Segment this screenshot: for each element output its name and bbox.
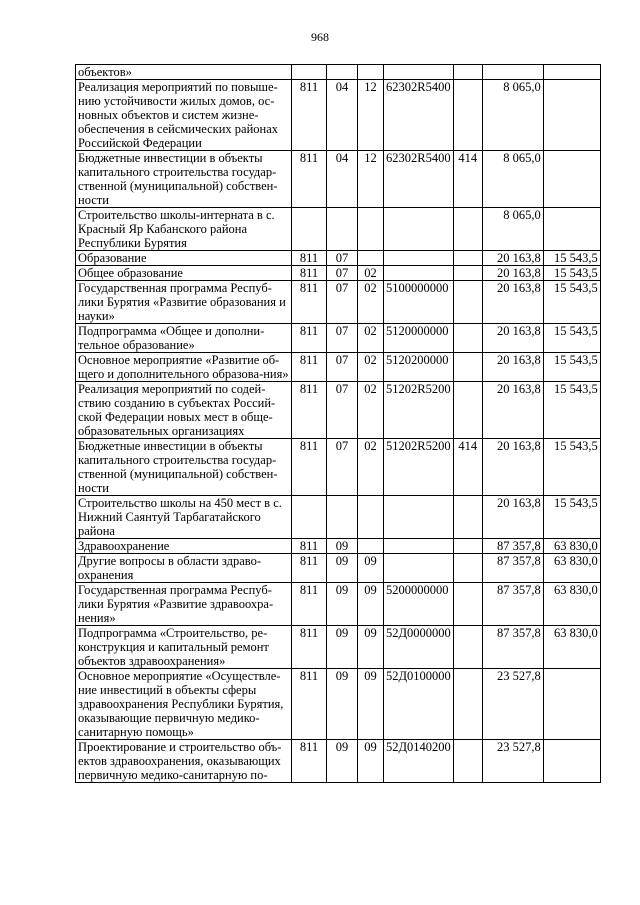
table-row [76, 626, 601, 669]
table-row [76, 740, 601, 783]
row-name-cell: Основное мероприятие «Осуществле-ние инвестиций в объекты сферы здравоохранения Республики Бурятия, оказывающие первичную медико-санитарную помощь» [76, 669, 292, 740]
amount-year1-cell: 20 163,8 [482, 439, 543, 496]
amount-year1-cell: 20 163,8 [482, 496, 543, 539]
subsection-code-cell [358, 496, 384, 539]
expense-type-cell [453, 65, 482, 80]
subsection-code-cell: 09 [358, 583, 384, 626]
row-name-cell: Подпрограмма «Общее и дополни-тельное образование» [76, 324, 292, 353]
table-row [76, 353, 601, 382]
table-row [76, 539, 601, 554]
amount-year2-cell: 15 543,5 [543, 439, 600, 496]
section-code-cell: 09 [327, 539, 358, 554]
amount-year1-cell: 20 163,8 [482, 251, 543, 266]
target-article-cell [384, 208, 454, 251]
amount-year1-cell: 20 163,8 [482, 281, 543, 324]
amount-year1-cell: 87 357,8 [482, 539, 543, 554]
section-code-cell [327, 496, 358, 539]
target-article-cell: 52Д0000000 [384, 626, 454, 669]
budget-table [75, 64, 601, 783]
budget-table-body [76, 65, 601, 783]
amount-year1-cell: 23 527,8 [482, 740, 543, 783]
target-article-cell: 5120200000 [384, 353, 454, 382]
ministry-code-cell: 811 [292, 266, 327, 281]
section-code-cell: 09 [327, 583, 358, 626]
amount-year1-cell: 20 163,8 [482, 382, 543, 439]
ministry-code-cell: 811 [292, 740, 327, 783]
ministry-code-cell: 811 [292, 151, 327, 208]
expense-type-cell [453, 324, 482, 353]
subsection-code-cell [358, 208, 384, 251]
target-article-cell [384, 496, 454, 539]
expense-type-cell [453, 353, 482, 382]
amount-year1-cell [482, 65, 543, 80]
section-code-cell [327, 65, 358, 80]
amount-year2-cell [543, 65, 600, 80]
target-article-cell: 51202R5200 [384, 382, 454, 439]
amount-year2-cell: 15 543,5 [543, 281, 600, 324]
ministry-code-cell: 811 [292, 382, 327, 439]
amount-year2-cell: 63 830,0 [543, 539, 600, 554]
ministry-code-cell: 811 [292, 80, 327, 151]
amount-year2-cell [543, 208, 600, 251]
expense-type-cell [453, 208, 482, 251]
table-row [76, 80, 601, 151]
section-code-cell: 04 [327, 80, 358, 151]
row-name-cell: объектов» [76, 65, 292, 80]
table-row [76, 251, 601, 266]
row-name-cell: Бюджетные инвестиции в объекты капитального строительства государ-ственной (муниципальной) собствен-ности [76, 151, 292, 208]
ministry-code-cell: 811 [292, 324, 327, 353]
subsection-code-cell: 09 [358, 740, 384, 783]
table-row [76, 151, 601, 208]
table-row [76, 669, 601, 740]
target-article-cell [384, 266, 454, 281]
amount-year2-cell: 15 543,5 [543, 382, 600, 439]
subsection-code-cell: 02 [358, 266, 384, 281]
row-name-cell: Общее образование [76, 266, 292, 281]
row-name-cell: Строительство школы-интерната в с. Красный Яр Кабанского района Республики Бурятия [76, 208, 292, 251]
amount-year1-cell: 8 065,0 [482, 80, 543, 151]
target-article-cell [384, 65, 454, 80]
amount-year2-cell: 15 543,5 [543, 353, 600, 382]
target-article-cell [384, 251, 454, 266]
row-name-cell: Бюджетные инвестиции в объекты капитального строительства государ-ственной (муниципальной) собствен-ности [76, 439, 292, 496]
section-code-cell: 09 [327, 740, 358, 783]
section-code-cell: 07 [327, 266, 358, 281]
subsection-code-cell: 09 [358, 669, 384, 740]
table-row [76, 439, 601, 496]
section-code-cell: 07 [327, 353, 358, 382]
expense-type-cell [453, 281, 482, 324]
subsection-code-cell: 02 [358, 324, 384, 353]
target-article-cell: 51202R5200 [384, 439, 454, 496]
table-row [76, 382, 601, 439]
expense-type-cell [453, 740, 482, 783]
section-code-cell: 07 [327, 251, 358, 266]
row-name-cell: Образование [76, 251, 292, 266]
row-name-cell: Государственная программа Респуб-лики Бурятия «Развитие здравоохра-нения» [76, 583, 292, 626]
ministry-code-cell: 811 [292, 539, 327, 554]
target-article-cell: 52Д0100000 [384, 669, 454, 740]
expense-type-cell [453, 251, 482, 266]
expense-type-cell [453, 539, 482, 554]
expense-type-cell [453, 626, 482, 669]
row-name-cell: Другие вопросы в области здраво-охранения [76, 554, 292, 583]
expense-type-cell: 414 [453, 151, 482, 208]
row-name-cell: Строительство школы на 450 мест в с. Нижний Саянтуй Тарбагатайского района [76, 496, 292, 539]
section-code-cell: 09 [327, 626, 358, 669]
amount-year2-cell: 15 543,5 [543, 324, 600, 353]
section-code-cell: 09 [327, 554, 358, 583]
row-name-cell: Подпрограмма «Строительство, ре-конструкция и капитальный ремонт объектов здравоохранения» [76, 626, 292, 669]
ministry-code-cell: 811 [292, 439, 327, 496]
amount-year2-cell [543, 80, 600, 151]
page-number: 968 [311, 30, 329, 44]
ministry-code-cell: 811 [292, 626, 327, 669]
ministry-code-cell: 811 [292, 251, 327, 266]
section-code-cell: 07 [327, 439, 358, 496]
ministry-code-cell [292, 65, 327, 80]
target-article-cell [384, 539, 454, 554]
expense-type-cell [453, 266, 482, 281]
section-code-cell: 07 [327, 382, 358, 439]
table-row [76, 554, 601, 583]
target-article-cell: 5100000000 [384, 281, 454, 324]
ministry-code-cell [292, 208, 327, 251]
expense-type-cell [453, 80, 482, 151]
target-article-cell: 62302R5400 [384, 151, 454, 208]
target-article-cell: 52Д0140200 [384, 740, 454, 783]
subsection-code-cell: 12 [358, 151, 384, 208]
expense-type-cell [453, 554, 482, 583]
table-row [76, 208, 601, 251]
table-row [76, 583, 601, 626]
row-name-cell: Здравоохранение [76, 539, 292, 554]
amount-year1-cell: 87 357,8 [482, 554, 543, 583]
amount-year2-cell [543, 740, 600, 783]
amount-year1-cell: 87 357,8 [482, 583, 543, 626]
expense-type-cell [453, 583, 482, 626]
amount-year1-cell: 20 163,8 [482, 353, 543, 382]
subsection-code-cell: 02 [358, 382, 384, 439]
amount-year2-cell: 63 830,0 [543, 554, 600, 583]
expense-type-cell [453, 496, 482, 539]
table-row [76, 266, 601, 281]
target-article-cell: 5120000000 [384, 324, 454, 353]
amount-year2-cell: 15 543,5 [543, 251, 600, 266]
amount-year2-cell: 63 830,0 [543, 583, 600, 626]
subsection-code-cell [358, 539, 384, 554]
row-name-cell: Проектирование и строительство объ-ектов здравоохранения, оказывающих первичную медико-санитарную по- [76, 740, 292, 783]
amount-year1-cell: 8 065,0 [482, 208, 543, 251]
row-name-cell: Основное мероприятие «Развитие об-щего и дополнительного образова-ния» [76, 353, 292, 382]
subsection-code-cell [358, 251, 384, 266]
target-article-cell: 62302R5400 [384, 80, 454, 151]
ministry-code-cell: 811 [292, 669, 327, 740]
amount-year2-cell [543, 669, 600, 740]
subsection-code-cell: 02 [358, 281, 384, 324]
subsection-code-cell: 09 [358, 626, 384, 669]
expense-type-cell [453, 669, 482, 740]
amount-year2-cell: 63 830,0 [543, 626, 600, 669]
expense-type-cell [453, 382, 482, 439]
ministry-code-cell: 811 [292, 353, 327, 382]
amount-year2-cell: 15 543,5 [543, 496, 600, 539]
table-row [76, 324, 601, 353]
target-article-cell [384, 554, 454, 583]
amount-year1-cell: 8 065,0 [482, 151, 543, 208]
expense-type-cell: 414 [453, 439, 482, 496]
subsection-code-cell: 02 [358, 353, 384, 382]
amount-year2-cell [543, 151, 600, 208]
subsection-code-cell [358, 65, 384, 80]
ministry-code-cell: 811 [292, 554, 327, 583]
amount-year2-cell: 15 543,5 [543, 266, 600, 281]
target-article-cell: 5200000000 [384, 583, 454, 626]
table-row [76, 281, 601, 324]
subsection-code-cell: 09 [358, 554, 384, 583]
section-code-cell [327, 208, 358, 251]
section-code-cell: 07 [327, 324, 358, 353]
row-name-cell: Реализация мероприятий по повыше-нию устойчивости жилых домов, ос-новных объектов и систем жизне-обеспечения в сейсмических районах Российской Федерации [76, 80, 292, 151]
table-row [76, 496, 601, 539]
amount-year1-cell: 23 527,8 [482, 669, 543, 740]
section-code-cell: 07 [327, 281, 358, 324]
amount-year1-cell: 87 357,8 [482, 626, 543, 669]
section-code-cell: 04 [327, 151, 358, 208]
ministry-code-cell [292, 496, 327, 539]
row-name-cell: Реализация мероприятий по содей-ствию созданию в субъектах Россий-ской Федерации новых мест в обще-образовательных организациях [76, 382, 292, 439]
amount-year1-cell: 20 163,8 [482, 266, 543, 281]
amount-year1-cell: 20 163,8 [482, 324, 543, 353]
subsection-code-cell: 12 [358, 80, 384, 151]
section-code-cell: 09 [327, 669, 358, 740]
table-row [76, 65, 601, 80]
subsection-code-cell: 02 [358, 439, 384, 496]
ministry-code-cell: 811 [292, 281, 327, 324]
row-name-cell: Государственная программа Респуб-лики Бурятия «Развитие образования и науки» [76, 281, 292, 324]
ministry-code-cell: 811 [292, 583, 327, 626]
